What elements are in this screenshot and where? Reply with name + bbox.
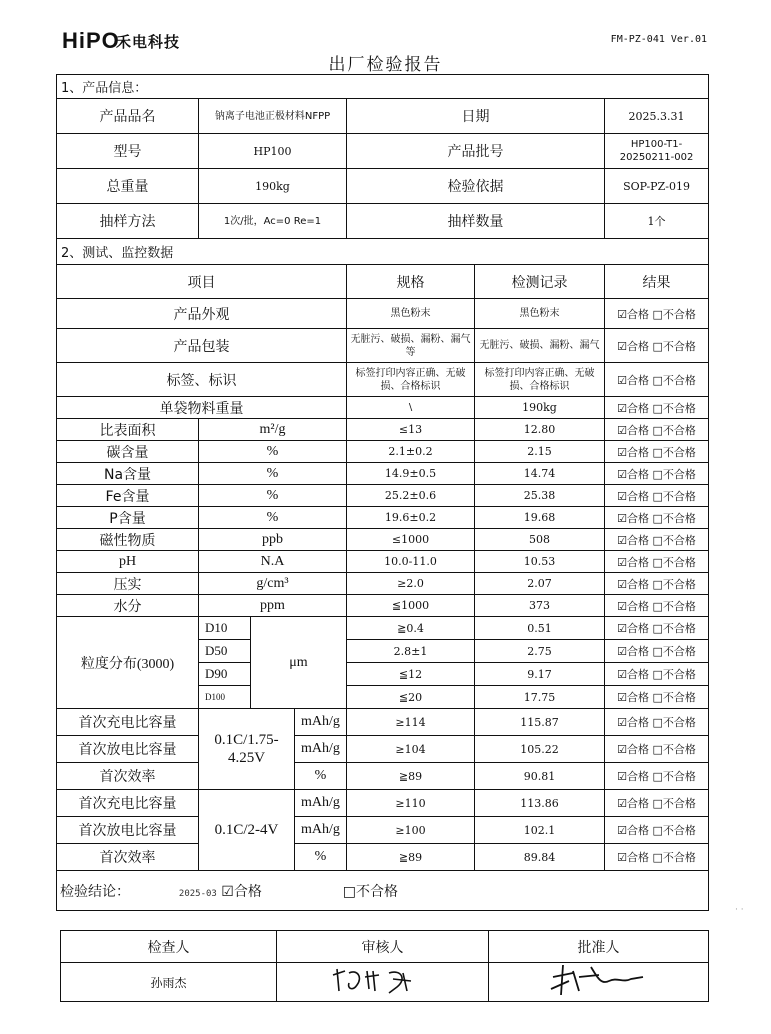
ec1-charge-result: ☑合格 □不合格 xyxy=(605,709,709,736)
psd-item: 粒度分布(3000) xyxy=(57,617,199,709)
document-number: FM-PZ-041 Ver.01 xyxy=(610,34,707,45)
row-label-result: ☑合格 □不合格 xyxy=(605,363,709,397)
row-na-item: Na含量 xyxy=(57,463,199,485)
psd-d100-result: ☑合格 □不合格 xyxy=(605,686,709,709)
row-appearance-record: 黑色粉末 xyxy=(475,299,605,329)
ec2-charge-unit: mAh/g xyxy=(295,790,347,817)
product-name-value: 钠离子电池正极材料NFPP xyxy=(199,99,347,134)
row-magnetic-spec: ≤1000 xyxy=(347,529,475,551)
section2-heading: 2、测试、监控数据 xyxy=(57,239,709,265)
ec2-discharge-unit: mAh/g xyxy=(295,817,347,844)
row-package-record: 无脏污、破损、漏粉、漏气 xyxy=(475,329,605,363)
inspector-name: 孙雨杰 xyxy=(61,963,277,1002)
row-fe-result: ☑合格 □不合格 xyxy=(605,485,709,507)
psd-d100-record: 17.75 xyxy=(475,686,605,709)
row-appearance-spec: 黑色粉末 xyxy=(347,299,475,329)
ec2-charge-spec: ≥110 xyxy=(347,790,475,817)
row-ssa-spec: ≤13 xyxy=(347,419,475,441)
psd-d90-spec: ≦12 xyxy=(347,663,475,686)
approver-signature-image xyxy=(539,963,659,997)
row-package-item: 产品包装 xyxy=(57,329,347,363)
row-fe-spec: 25.2±0.6 xyxy=(347,485,475,507)
margin-marks: · · xyxy=(735,905,744,915)
ec1-charge-record: 115.87 xyxy=(475,709,605,736)
ec1-charge-spec: ≥114 xyxy=(347,709,475,736)
row-label-item: 标签、标识 xyxy=(57,363,347,397)
sample-qty-label: 抽样数量 xyxy=(347,204,605,239)
psd-d50-record: 2.75 xyxy=(475,640,605,663)
row-appearance-result: ☑合格 □不合格 xyxy=(605,299,709,329)
row-appearance-item: 产品外观 xyxy=(57,299,347,329)
ec2-eff-spec: ≧89 xyxy=(347,844,475,871)
report-title: 出厂检验报告 xyxy=(328,55,443,75)
ec2-eff-record: 89.84 xyxy=(475,844,605,871)
row-water-spec: ≦1000 xyxy=(347,595,475,617)
row-bag-weight-result: ☑合格 □不合格 xyxy=(605,397,709,419)
row-p-result: ☑合格 □不合格 xyxy=(605,507,709,529)
row-p-spec: 19.6±0.2 xyxy=(347,507,475,529)
model-value: HP100 xyxy=(199,134,347,169)
batch-label: 产品批号 xyxy=(347,134,605,169)
row-package-result: ☑合格 □不合格 xyxy=(605,329,709,363)
row-magnetic-unit: ppb xyxy=(199,529,347,551)
ec1-discharge-result: ☑合格 □不合格 xyxy=(605,736,709,763)
inspector-label: 检查人 xyxy=(61,931,277,963)
col-header-record: 检测记录 xyxy=(475,265,605,299)
basis-label: 检验依据 xyxy=(347,169,605,204)
row-magnetic-result: ☑合格 □不合格 xyxy=(605,529,709,551)
row-label-spec: 标签打印内容正确、无破损、合格标识 xyxy=(347,363,475,397)
row-carbon-unit: % xyxy=(199,441,347,463)
ec1-discharge-record: 105.22 xyxy=(475,736,605,763)
report-table xyxy=(56,74,709,911)
col-header-spec: 规格 xyxy=(347,265,475,299)
row-na-spec: 14.9±0.5 xyxy=(347,463,475,485)
section1-heading: 1、产品信息： xyxy=(57,75,709,99)
psd-d100-label: D100 xyxy=(199,686,251,709)
ec2-charge-item: 首次充电比容量 xyxy=(57,790,199,817)
row-ssa-record: 12.80 xyxy=(475,419,605,441)
ec2-discharge-record: 102.1 xyxy=(475,817,605,844)
row-label-record: 标签打印内容正确、无破损、合格标识 xyxy=(475,363,605,397)
ec1-condition: 0.1C/1.75-4.25V xyxy=(199,709,295,790)
row-fe-record: 25.38 xyxy=(475,485,605,507)
ec2-charge-result: ☑合格 □不合格 xyxy=(605,790,709,817)
row-na-unit: % xyxy=(199,463,347,485)
product-name-label: 产品品名 xyxy=(57,99,199,134)
row-ssa-item: 比表面积 xyxy=(57,419,199,441)
row-na-record: 14.74 xyxy=(475,463,605,485)
psd-d50-spec: 2.8±1 xyxy=(347,640,475,663)
row-p-unit: % xyxy=(199,507,347,529)
psd-d90-result: ☑合格 □不合格 xyxy=(605,663,709,686)
row-p-item: P含量 xyxy=(57,507,199,529)
psd-d50-result: ☑合格 □不合格 xyxy=(605,640,709,663)
ec1-discharge-spec: ≥104 xyxy=(347,736,475,763)
row-water-record: 373 xyxy=(475,595,605,617)
conclusion-label: 检验结论： xyxy=(60,883,130,900)
psd-d50-label: D50 xyxy=(199,640,251,663)
ec2-eff-result: ☑合格 □不合格 xyxy=(605,844,709,871)
row-ssa-result: ☑合格 □不合格 xyxy=(605,419,709,441)
brand-logo: HiPO xyxy=(62,28,120,53)
psd-d90-label: D90 xyxy=(199,663,251,686)
model-label: 型号 xyxy=(57,134,199,169)
date-value: 2025.3.31 xyxy=(605,99,709,134)
date-label: 日期 xyxy=(347,99,605,134)
col-header-result: 结果 xyxy=(605,265,709,299)
ec2-condition: 0.1C/2-4V xyxy=(199,790,295,871)
reviewer-label: 审核人 xyxy=(277,931,489,963)
sampling-label: 抽样方法 xyxy=(57,204,199,239)
row-carbon-spec: 2.1±0.2 xyxy=(347,441,475,463)
psd-d10-record: 0.51 xyxy=(475,617,605,640)
row-magnetic-record: 508 xyxy=(475,529,605,551)
row-tap-record: 2.07 xyxy=(475,573,605,595)
conclusion-pass: ☑合格 xyxy=(221,883,262,900)
row-na-result: ☑合格 □不合格 xyxy=(605,463,709,485)
row-water-result: ☑合格 □不合格 xyxy=(605,595,709,617)
ec1-discharge-item: 首次放电比容量 xyxy=(57,736,199,763)
row-tap-spec: ≥2.0 xyxy=(347,573,475,595)
ec2-discharge-result: ☑合格 □不合格 xyxy=(605,817,709,844)
signature-table xyxy=(60,930,709,1002)
reviewer-signature-image xyxy=(323,965,443,995)
ec1-charge-item: 首次充电比容量 xyxy=(57,709,199,736)
row-magnetic-item: 磁性物质 xyxy=(57,529,199,551)
psd-d10-spec: ≧0.4 xyxy=(347,617,475,640)
psd-d10-label: D10 xyxy=(199,617,251,640)
weight-label: 总重量 xyxy=(57,169,199,204)
reviewer-signature xyxy=(277,963,489,1002)
sample-qty-value: 1个 xyxy=(605,204,709,239)
ec1-eff-record: 90.81 xyxy=(475,763,605,790)
row-carbon-result: ☑合格 □不合格 xyxy=(605,441,709,463)
approver-label: 批准人 xyxy=(489,931,709,963)
row-bag-weight-record: 190kg xyxy=(475,397,605,419)
row-fe-unit: % xyxy=(199,485,347,507)
row-water-item: 水分 xyxy=(57,595,199,617)
weight-value: 190kg xyxy=(199,169,347,204)
batch-value: HP100-T1-20250211-002 xyxy=(605,134,709,169)
row-ph-result: ☑合格 □不合格 xyxy=(605,551,709,573)
stamp-date: 2025-03 xyxy=(178,888,217,899)
row-ph-item: pH xyxy=(57,551,199,573)
psd-d90-record: 9.17 xyxy=(475,663,605,686)
ec1-eff-unit: % xyxy=(295,763,347,790)
row-ph-record: 10.53 xyxy=(475,551,605,573)
ec1-eff-item: 首次效率 xyxy=(57,763,199,790)
row-carbon-item: 碳含量 xyxy=(57,441,199,463)
ec2-charge-record: 113.86 xyxy=(475,790,605,817)
ec2-eff-item: 首次效率 xyxy=(57,844,199,871)
col-header-item: 项目 xyxy=(57,265,347,299)
sampling-value: 1次/批，Ac=0 Re=1 xyxy=(199,204,347,239)
row-ph-unit: N.A xyxy=(199,551,347,573)
psd-d10-result: ☑合格 □不合格 xyxy=(605,617,709,640)
row-carbon-record: 2.15 xyxy=(475,441,605,463)
row-ssa-unit: m²/g xyxy=(199,419,347,441)
psd-unit: μm xyxy=(251,617,347,709)
ec1-discharge-unit: mAh/g xyxy=(295,736,347,763)
ec1-charge-unit: mAh/g xyxy=(295,709,347,736)
conclusion-row xyxy=(57,871,709,911)
approver-signature xyxy=(489,963,709,1002)
ec1-eff-result: ☑合格 □不合格 xyxy=(605,763,709,790)
row-tap-item: 压实 xyxy=(57,573,199,595)
ec1-eff-spec: ≧89 xyxy=(347,763,475,790)
brand-name: 禾电科技 xyxy=(116,33,181,51)
ec2-discharge-item: 首次放电比容量 xyxy=(57,817,199,844)
row-water-unit: ppm xyxy=(199,595,347,617)
row-bag-weight-spec: \ xyxy=(347,397,475,419)
ec2-eff-unit: % xyxy=(295,844,347,871)
psd-d100-spec: ≦20 xyxy=(347,686,475,709)
conclusion-fail: □不合格 xyxy=(342,883,398,900)
row-tap-unit: g/cm³ xyxy=(199,573,347,595)
row-bag-weight-item: 单袋物料重量 xyxy=(57,397,347,419)
row-p-record: 19.68 xyxy=(475,507,605,529)
ec2-discharge-spec: ≥100 xyxy=(347,817,475,844)
basis-value: SOP-PZ-019 xyxy=(605,169,709,204)
row-package-spec: 无脏污、破损、漏粉、漏气等 xyxy=(347,329,475,363)
row-tap-result: ☑合格 □不合格 xyxy=(605,573,709,595)
row-ph-spec: 10.0-11.0 xyxy=(347,551,475,573)
row-fe-item: Fe含量 xyxy=(57,485,199,507)
